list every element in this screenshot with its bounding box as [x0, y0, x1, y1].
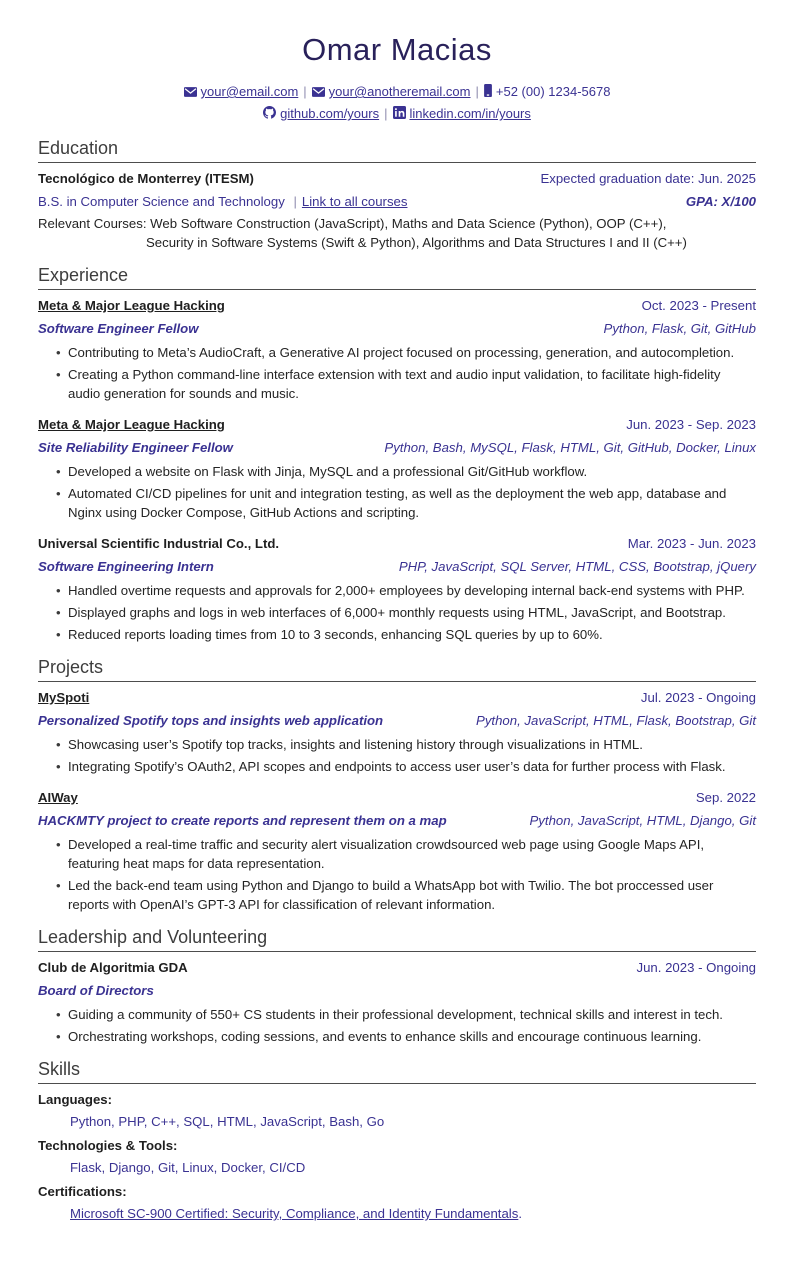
bullet-icon: • — [56, 583, 61, 598]
skills-group-label-certifications: Certifications: — [38, 1184, 127, 1199]
bullet-item — [38, 1005, 756, 1024]
bullet-item — [38, 876, 756, 914]
bullet-icon: • — [56, 345, 61, 360]
experience-entry — [38, 416, 756, 522]
role-title: Software Engineering Intern — [38, 559, 214, 574]
bullet-text: Integrating Spotify’s OAuth2, API scopes and endpoints to access user user’s data for further process with Flask. — [68, 759, 726, 774]
contact-separator: | — [475, 84, 479, 99]
email-link-primary[interactable]: your@email.com — [200, 84, 299, 99]
tech-stack: Python, Flask, Git, GitHub — [603, 321, 756, 336]
section-skills — [38, 1059, 756, 1222]
company-name-link[interactable]: Meta & Major League Hacking — [38, 417, 225, 432]
degree-line — [38, 193, 407, 210]
page-title: Omar Macias — [302, 32, 492, 67]
bullet-item — [38, 343, 756, 362]
bullet-text: Automated CI/CD pipelines for unit and integration testing, as well as the deployment the web app, database and Nginx using Docker Compose, GitHub Actions and scripting. — [68, 486, 727, 520]
bullet-text: Handled overtime requests and approvals for 2,000+ employees by developing internal back-end systems with PHP. — [68, 583, 745, 598]
bullet-item — [38, 835, 756, 873]
project-entry — [38, 789, 756, 914]
bullet-text: Orchestrating workshops, coding sessions, and events to enhance skills and encourage continuous learning. — [68, 1029, 702, 1044]
bullet-text: Creating a Python command-line interface extension with text and audio input validation, to facilitate high-fidelity audio generation for sounds and music. — [68, 367, 721, 401]
bullet-item — [38, 1027, 756, 1046]
company-name: Universal Scientific Industrial Co., Ltd. — [38, 536, 280, 551]
organization-name: Club de Algoritmia GDA — [38, 960, 188, 975]
section-title-projects: Projects — [38, 657, 756, 682]
relevant-courses — [38, 214, 756, 252]
section-title-experience: Experience — [38, 265, 756, 290]
bullet-icon: • — [56, 486, 61, 501]
tech-stack: Python, JavaScript, HTML, Flask, Bootstrap, Git — [476, 713, 756, 728]
experience-entry — [38, 535, 756, 644]
bullet-icon: • — [56, 1029, 61, 1044]
bullet-icon: • — [56, 737, 61, 752]
project-subtitle: HACKMTY project to create reports and represent them on a map — [38, 813, 447, 828]
role-title: Board of Directors — [38, 983, 154, 998]
bullet-icon: • — [56, 627, 61, 642]
email-icon — [184, 82, 197, 103]
linkedin-icon — [393, 104, 406, 125]
courses-link[interactable]: Link to all courses — [301, 194, 408, 209]
bullet-text: Developed a real-time traffic and security alert visualization crowdsourced web page using Google Maps API, featuring heat maps for data representation. — [68, 837, 705, 871]
section-title-leadership: Leadership and Volunteering — [38, 927, 756, 952]
bullet-text: Showcasing user’s Spotify top tracks, insights and listening history through visualizations in HTML. — [68, 737, 643, 752]
bullet-icon: • — [56, 837, 61, 852]
bullet-icon: • — [56, 605, 61, 620]
contact-line-1 — [38, 81, 756, 103]
bullet-text: Reduced reports loading times from 10 to 3 seconds, enhancing SQL queries by up to 60%. — [68, 627, 603, 642]
bullet-text: Developed a website on Flask with Jinja, MySQL and a professional Git/GitHub workflow. — [68, 464, 588, 479]
section-leadership — [38, 927, 756, 1046]
bullet-item — [38, 757, 756, 776]
bullet-item — [38, 625, 756, 644]
entry-dates: Jun. 2023 - Sep. 2023 — [626, 417, 756, 432]
degree-separator: | — [293, 194, 297, 209]
bullet-text: Guiding a community of 550+ CS students in their professional development, technical skills and interest in tech. — [68, 1007, 723, 1022]
section-title-skills: Skills — [38, 1059, 756, 1084]
bullet-text: Led the back-end team using Python and Django to build a WhatsApp bot with Twilio. The bot proccessed user reports with OpenAI’s GPT-3 API for classification of relevant information. — [68, 878, 714, 912]
entry-dates: Sep. 2022 — [695, 790, 756, 805]
contact-separator: | — [384, 106, 388, 121]
section-title-education: Education — [38, 138, 756, 163]
bullet-text: Contributing to Meta’s AudioCraft, a Generative AI project focused on processing, generation, and autocompletion. — [68, 345, 735, 360]
role-title: Software Engineer Fellow — [38, 321, 199, 336]
bullet-icon: • — [56, 759, 61, 774]
bullet-item — [38, 735, 756, 754]
section-projects — [38, 657, 756, 914]
company-name-link[interactable]: Meta & Major League Hacking — [38, 298, 225, 313]
certification-link[interactable]: Microsoft SC-900 Certified: Security, Compliance, and Identity Fundamentals — [70, 1206, 519, 1221]
bullet-item — [38, 365, 756, 403]
courses-line-2: Security in Software Systems (Swift & Python), Algorithms and Data Structures I and II (C++) — [146, 235, 687, 250]
bullet-icon: • — [56, 878, 61, 893]
phone-icon — [484, 82, 492, 103]
tech-stack: Python, Bash, MySQL, Flask, HTML, Git, GitHub, Docker, Linux — [384, 440, 756, 455]
certification-suffix: . — [518, 1206, 523, 1221]
school-name: Tecnológico de Monterrey (ITESM) — [38, 171, 254, 186]
linkedin-link[interactable]: linkedin.com/in/yours — [409, 106, 531, 121]
tech-stack: PHP, JavaScript, SQL Server, HTML, CSS, Bootstrap, jQuery — [398, 559, 756, 574]
section-education — [38, 138, 756, 252]
bullet-icon: • — [56, 367, 61, 382]
project-entry — [38, 689, 756, 776]
gpa-value: GPA: X/100 — [685, 194, 756, 209]
bullet-list — [38, 735, 756, 776]
github-icon — [263, 104, 276, 125]
relevant-courses-label: Relevant Courses: — [38, 216, 147, 231]
project-name-link[interactable]: AIWay — [38, 790, 78, 805]
graduation-date: Expected graduation date: Jun. 2025 — [540, 171, 756, 186]
bullet-item — [38, 484, 756, 522]
github-link[interactable]: github.com/yours — [280, 106, 380, 121]
email-icon — [312, 82, 325, 103]
contact-line-2 — [38, 103, 756, 125]
bullet-icon: • — [56, 464, 61, 479]
skills-list-technologies: Flask, Django, Git, Linux, Docker, CI/CD — [70, 1160, 306, 1175]
entry-dates: Mar. 2023 - Jun. 2023 — [627, 536, 756, 551]
skills-group-label-technologies: Technologies & Tools: — [38, 1138, 178, 1153]
email-link-secondary[interactable]: your@anotheremail.com — [328, 84, 471, 99]
phone-number: +52 (00) 1234-5678 — [495, 84, 611, 99]
entry-dates: Oct. 2023 - Present — [641, 298, 756, 313]
entry-dates: Jul. 2023 - Ongoing — [640, 690, 756, 705]
bullet-list — [38, 835, 756, 914]
project-subtitle: Personalized Spotify tops and insights web application — [38, 713, 384, 728]
bullet-icon: • — [56, 1007, 61, 1022]
skills-group-label-languages: Languages: — [38, 1092, 113, 1107]
entry-dates: Jun. 2023 - Ongoing — [636, 960, 756, 975]
project-name-link[interactable]: MySpoti — [38, 690, 90, 705]
bullet-text: Displayed graphs and logs in web interfaces of 6,000+ monthly requests using HTML, JavaScript, and Bootstrap. — [68, 605, 726, 620]
role-title: Site Reliability Engineer Fellow — [38, 440, 233, 455]
skills-list-languages: Python, PHP, C++, SQL, HTML, JavaScript, Bash, Go — [70, 1114, 385, 1129]
certification-line — [70, 1205, 756, 1222]
experience-entry — [38, 297, 756, 403]
bullet-item — [38, 462, 756, 481]
bullet-list — [38, 343, 756, 403]
bullet-item — [38, 581, 756, 600]
degree-title: B.S. in Computer Science and Technology — [38, 194, 285, 209]
bullet-list — [38, 581, 756, 644]
bullet-list — [38, 1005, 756, 1046]
courses-line-1: Web Software Construction (JavaScript), Maths and Data Science (Python), OOP (C++), — [150, 216, 667, 231]
bullet-item — [38, 603, 756, 622]
section-experience — [38, 265, 756, 644]
contact-separator: | — [303, 84, 307, 99]
tech-stack: Python, JavaScript, HTML, Django, Git — [529, 813, 756, 828]
bullet-list — [38, 462, 756, 522]
leadership-entry — [38, 959, 756, 1046]
